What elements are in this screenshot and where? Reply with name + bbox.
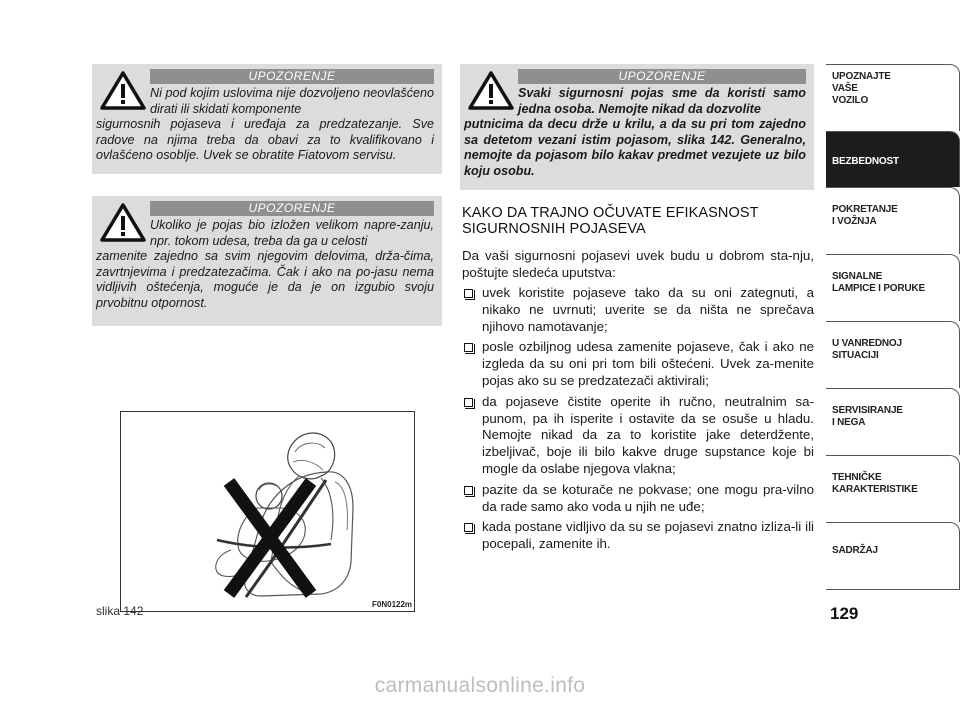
figure-caption: slika 142 bbox=[96, 604, 144, 618]
tab-label: SADRŽAJ bbox=[832, 545, 878, 556]
warning-box-tampering bbox=[92, 64, 442, 174]
chapter-nav bbox=[826, 64, 960, 590]
warning-label: UPOZORENJE bbox=[618, 69, 706, 83]
tab-u-vanrednoj-situaciji[interactable] bbox=[826, 321, 960, 388]
tab-signalne-lampice[interactable] bbox=[826, 254, 960, 321]
list-item bbox=[462, 519, 814, 553]
warning-text-rest: sigurnosnih pojaseva i uređaja za predzatezanje. Sve radove na njima treba da obavi za to kvalifikovano i ovlašćeno osoblje. Uvek se obratite Fiatovom servisu. bbox=[96, 117, 434, 163]
list-item bbox=[462, 482, 814, 516]
checkbox-bullet-icon bbox=[464, 523, 473, 532]
warning-text-lead: Svaki sigurnosni pojas sme da koristi samo jedna osoba. Nemojte nikad da dozvolite bbox=[518, 86, 806, 116]
tab-upoznajte-vase-vozilo[interactable] bbox=[826, 64, 960, 131]
warning-text-rest: putnicima da decu drže u krilu, a da su pri tom zajedno sa detetom vezani istim pojasom, slika 142. Generalno, nemojte da pojasom bilo kakav predmet vezujete uz bilo koju osobu. bbox=[464, 117, 806, 178]
checkbox-bullet-icon bbox=[464, 398, 473, 407]
tab-sadrzaj[interactable] bbox=[826, 522, 960, 590]
section-intro: Da vaši sigurnosni pojasevi uvek budu u dobrom sta-nju, poštujte sledeća uputstva: bbox=[462, 248, 814, 280]
tab-label: SIGNALNE bbox=[832, 271, 883, 282]
warning-box-one-person bbox=[460, 64, 814, 190]
tab-tehnicke-karakteristike[interactable] bbox=[826, 455, 960, 522]
tab-label: UPOZNAJTE bbox=[832, 71, 891, 82]
warning-text bbox=[460, 86, 814, 180]
tab-label: VOZILO bbox=[832, 95, 869, 106]
checkbox-bullet-icon bbox=[464, 289, 473, 298]
list-item-text: pazite da se koturače ne pokvase; one mogu pra-vilno da rade samo ako voda u njih ne uđe; bbox=[482, 481, 814, 514]
warning-text-lead: Ukoliko je pojas bio izložen velikom napre-zanju, npr. tokom udesa, treba da ga u celosti bbox=[150, 218, 434, 248]
warning-label: UPOZORENJE bbox=[248, 201, 336, 215]
seat-child-illustration bbox=[121, 412, 414, 611]
tab-servisiranje-i-nega[interactable] bbox=[826, 388, 960, 455]
tab-bezbednost[interactable] bbox=[826, 131, 960, 187]
warning-label: UPOZORENJE bbox=[248, 69, 336, 83]
warning-text bbox=[92, 86, 442, 164]
tab-label: POKRETANJE bbox=[832, 204, 898, 215]
figure-illustration bbox=[120, 411, 415, 612]
checkbox-bullet-icon bbox=[464, 486, 473, 495]
section-title-line: KAKO DA TRAJNO OČUVATE EFIKASNOST bbox=[462, 205, 759, 221]
list-item bbox=[462, 394, 814, 478]
warning-label-bar bbox=[150, 201, 434, 216]
checkbox-bullet-icon bbox=[464, 343, 473, 352]
instruction-list bbox=[462, 285, 814, 553]
list-item-text: posle ozbiljnog udesa zamenite pojaseve, čak i ako ne izgleda da su oni pri tom bili oštećeni. Uvek za-menite pojas ako su se predzatezači aktivirali; bbox=[482, 339, 814, 388]
figure-code: F0N0122m bbox=[372, 600, 413, 609]
tab-pokretanje-i-voznja[interactable] bbox=[826, 187, 960, 254]
warning-box-stressed-belt bbox=[92, 196, 442, 326]
warning-text-lead: Ni pod kojim uslovima nije dozvoljeno neovlašćeno dirati ili skidati komponente bbox=[150, 86, 434, 116]
list-item bbox=[462, 339, 814, 389]
tab-label: I NEGA bbox=[832, 417, 866, 428]
list-item-text: kada postane vidljivo da su se pojasevi znatno izliza-li ili pocepali, zamenite ih. bbox=[482, 519, 814, 552]
warning-text-rest: zamenite zajedno sa svim njegovim delovima, drža-čima, zavrtnjevima i predzatezačima. Čak i ako na po-jasu nema vidljivih oštećenja, moguće je da je on izgubio svoju prvobitnu otpornost. bbox=[96, 249, 434, 310]
tab-label: VAŠE bbox=[832, 83, 858, 94]
list-item bbox=[462, 285, 814, 335]
tab-label: LAMPICE I PORUKE bbox=[832, 283, 925, 294]
warning-label-bar bbox=[518, 69, 806, 84]
list-item-text: da pojaseve čistite operite ih ručno, neutralnim sa-punom, pa ih isperite i ostavite da se osuše u hladu. Nemojte nikad da za to koristite jake deterdžente, izbeljivač, boje ili bilo kakve druge supstance koje bi mogle da oslabe njegova vlakna; bbox=[482, 393, 814, 476]
section-belt-care bbox=[462, 205, 814, 553]
watermark-text: carmanualsonline.info bbox=[374, 674, 586, 697]
tab-label: I VOŽNJA bbox=[832, 216, 877, 227]
warning-text bbox=[92, 218, 442, 312]
tab-label: U VANREDNOJ bbox=[832, 338, 902, 349]
tab-label: SITUACIJI bbox=[832, 350, 879, 361]
tab-label: KARAKTERISTIKE bbox=[832, 484, 918, 495]
tab-label: TEHNIČKE bbox=[832, 472, 882, 483]
page-number: 129 bbox=[830, 604, 859, 623]
tab-label: SERVISIRANJE bbox=[832, 405, 903, 416]
tab-label: BEZBEDNOST bbox=[832, 156, 899, 167]
warning-label-bar bbox=[150, 69, 434, 84]
section-title bbox=[462, 205, 814, 237]
section-title-line: SIGURNOSNIH POJASEVA bbox=[462, 221, 646, 237]
list-item-text: uvek koristite pojaseve tako da su oni zategnuti, a nikako ne uvrnuti; uverite se da ništa ne sprečava njihovo namotavanje; bbox=[482, 285, 814, 334]
